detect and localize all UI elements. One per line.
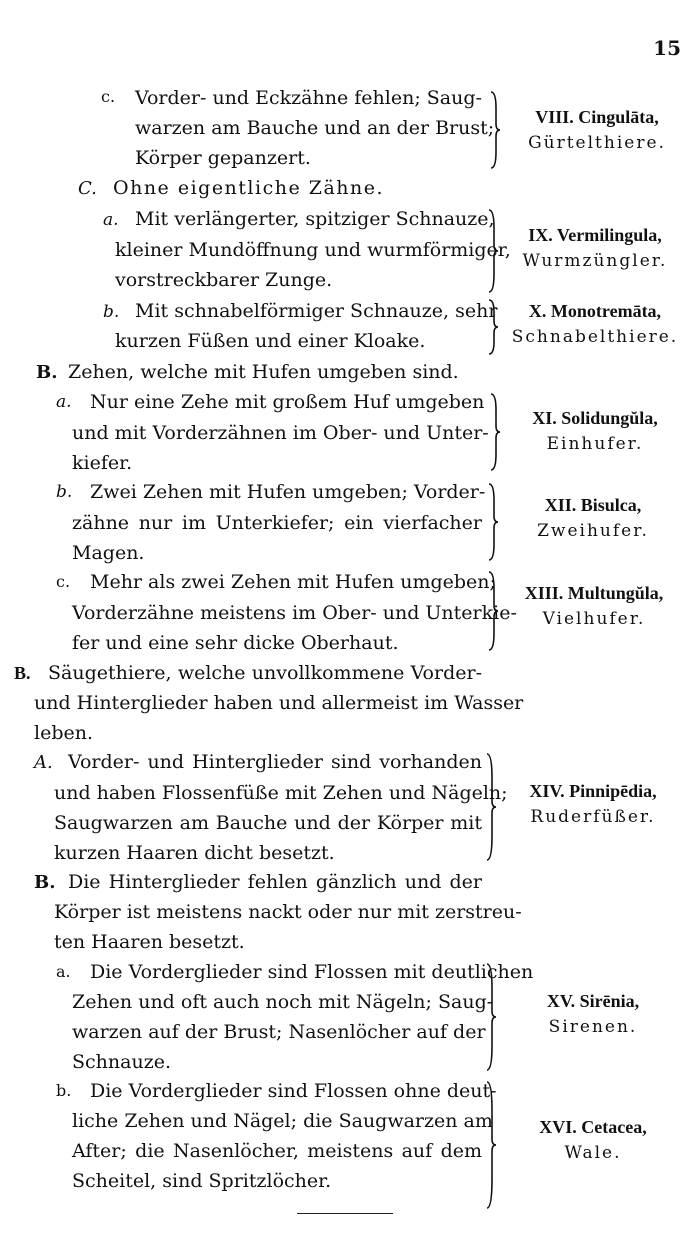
order-xiii bbox=[498, 580, 690, 632]
order-german: Einhufer. bbox=[546, 434, 644, 454]
entry-label: b. bbox=[56, 482, 73, 502]
brace bbox=[486, 208, 500, 294]
entry-label: B. bbox=[34, 872, 56, 893]
brace bbox=[488, 392, 502, 472]
brace bbox=[486, 298, 500, 356]
entry-text: vorstreckbarer Zunge. bbox=[115, 269, 333, 291]
order-xii bbox=[500, 492, 686, 544]
entry-text: Die Vorderglieder sind Flossen mit deutlichen bbox=[90, 961, 534, 983]
order-latin: X. Monotremāta, bbox=[528, 301, 662, 321]
entry-text: Scheitel, sind Spritzlöcher. bbox=[72, 1170, 332, 1192]
entry-text: After; die Nasenlöcher, meistens auf dem bbox=[72, 1140, 482, 1162]
entry-text: Schnauze. bbox=[72, 1051, 171, 1073]
order-x bbox=[500, 298, 690, 350]
entry-label: a. bbox=[103, 210, 119, 230]
entry-text: zähne nur im Unterkiefer; ein vierfacher bbox=[72, 512, 482, 534]
brace bbox=[488, 90, 502, 170]
order-xvi bbox=[496, 1114, 690, 1166]
brace bbox=[486, 482, 500, 562]
order-german: Ruderfüßer. bbox=[530, 807, 656, 827]
entry-text: kurzen Haaren dicht besetzt. bbox=[54, 842, 335, 864]
order-latin: XIV. Pinnipēdia, bbox=[529, 781, 657, 801]
entry-label: a. bbox=[56, 392, 72, 412]
order-latin: IX. Vermilingula, bbox=[528, 225, 662, 245]
entry-text: Zehen und oft auch noch mit Nägeln; Saug- bbox=[72, 991, 494, 1013]
entry-text: warzen am Bauche und an der Brust; bbox=[135, 117, 495, 139]
entry-text: kurzen Füßen und einer Kloake. bbox=[115, 330, 426, 352]
entry-text: und haben Flossenfüße mit Zehen und Nägeln; bbox=[54, 782, 508, 804]
entry-text: Vorder- und Eckzähne fehlen; Saug- bbox=[135, 87, 482, 109]
entry-label: c. bbox=[56, 572, 71, 591]
order-german: Gürtelthiere. bbox=[528, 133, 666, 153]
entry-label: A. bbox=[34, 752, 53, 773]
order-latin: XV. Sirēnia, bbox=[546, 991, 640, 1011]
order-german: Vielhufer. bbox=[542, 609, 646, 629]
entry-text: Mit schnabelförmiger Schnauze, sehr bbox=[135, 300, 498, 322]
entry-text: Zwei Zehen mit Hufen umgeben; Vorder- bbox=[90, 481, 486, 503]
entry-text: Säugethiere, welche unvollkommene Vorder- bbox=[48, 662, 482, 684]
order-german: Wale. bbox=[564, 1143, 622, 1163]
entry-text: Die Hinterglieder fehlen gänzlich und der bbox=[68, 871, 482, 893]
entry-text: fer und eine sehr dicke Oberhaut. bbox=[72, 632, 399, 654]
order-latin: XIII. Multungŭla, bbox=[524, 583, 664, 603]
order-latin: VIII. Cingulāta, bbox=[535, 107, 659, 127]
section-rule bbox=[297, 1213, 393, 1214]
order-latin: XVI. Cetacea, bbox=[539, 1117, 647, 1137]
entry-text: liche Zehen und Nägel; die Saugwarzen am bbox=[72, 1110, 493, 1132]
entry-label: B. bbox=[36, 362, 58, 383]
entry-text: Vorder- und Hinterglieder sind vorhanden bbox=[68, 751, 482, 773]
order-german: Wurmzüngler. bbox=[522, 251, 668, 271]
order-viii bbox=[504, 104, 690, 156]
order-latin: XI. Solidungŭla, bbox=[532, 408, 658, 428]
entry-text: leben. bbox=[34, 722, 94, 744]
entry-text: Körper ist meistens nackt oder nur mit zerstreu- bbox=[54, 901, 522, 923]
entry-label: a. bbox=[56, 962, 71, 981]
entry-text: Mehr als zwei Zehen mit Hufen umgeben; bbox=[90, 571, 496, 593]
entry-label: B. bbox=[14, 663, 31, 683]
entry-text: Körper gepanzert. bbox=[135, 147, 311, 169]
entry-text: Nur eine Zehe mit großem Huf umgeben bbox=[90, 391, 485, 413]
entry-text: Magen. bbox=[72, 542, 145, 564]
entry-text: kiefer. bbox=[72, 452, 133, 474]
entry-text: kleiner Mundöffnung und wurmförmiger, bbox=[115, 239, 511, 261]
order-ix bbox=[500, 222, 690, 274]
order-german: Sirenen. bbox=[548, 1017, 638, 1037]
entry-text: Die Vorderglieder sind Flossen ohne deut- bbox=[90, 1080, 497, 1102]
order-xiv bbox=[496, 778, 690, 830]
entry-label: b. bbox=[103, 302, 120, 322]
entry-text: Mit verlängerter, spitziger Schnauze, bbox=[135, 208, 495, 230]
page-number: 15 bbox=[653, 36, 681, 60]
entry-label: C. bbox=[78, 178, 97, 199]
entry-text: warzen auf der Brust; Nasenlöcher auf der bbox=[72, 1021, 486, 1043]
entry-text: Zehen, welche mit Hufen umgeben sind. bbox=[68, 361, 459, 383]
order-xv bbox=[496, 988, 690, 1040]
entry-text: ten Haaren besetzt. bbox=[54, 931, 245, 953]
order-latin: XII. Bisulca, bbox=[544, 495, 642, 515]
entry-text: Vorderzähne meistens im Ober- und Unterkie- bbox=[72, 602, 517, 624]
entry-text: Saugwarzen am Bauche und der Körper mit bbox=[54, 812, 482, 834]
entry-label: c. bbox=[101, 87, 116, 106]
entry-text: und mit Vorderzähnen im Ober- und Unter- bbox=[72, 422, 489, 444]
entry-text: Ohne eigentliche Zähne. bbox=[113, 177, 385, 199]
entry-label: b. bbox=[56, 1081, 72, 1100]
order-german: Schnabelthiere. bbox=[511, 327, 679, 347]
order-german: Zweihufer. bbox=[537, 521, 649, 541]
order-xi bbox=[502, 405, 688, 457]
entry-text: und Hinterglieder haben und allermeist im Wasser bbox=[34, 692, 524, 714]
